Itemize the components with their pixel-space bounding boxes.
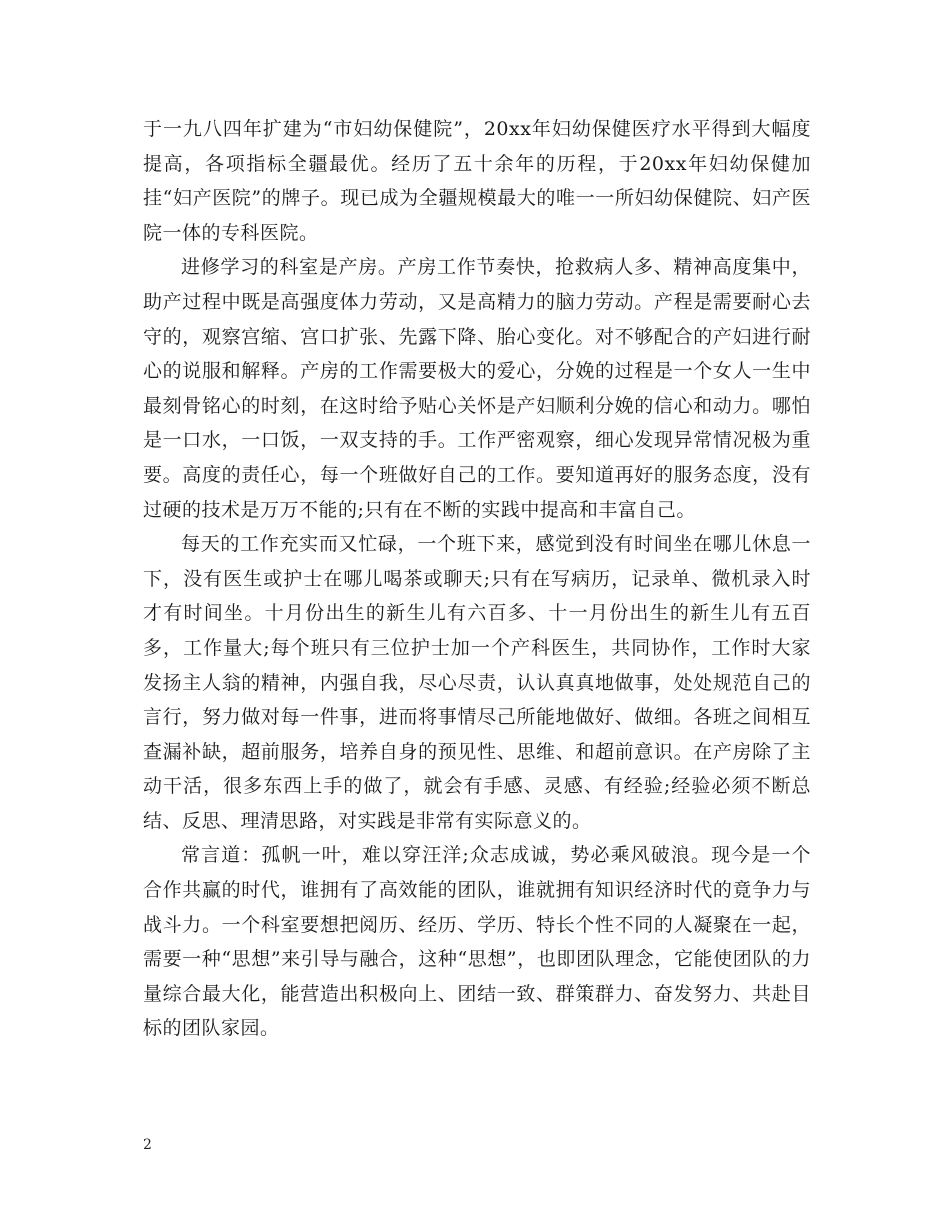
document-body — [143, 112, 811, 1046]
page-number: 2 — [143, 1137, 152, 1153]
paragraph-daily-work: 每天的工作充实而又忙碌，一个班下来，感觉到没有时间坐在哪儿休息一下，没有医生或护士在哪儿喝茶或聊天;只有在写病历，记录单、微机录入时才有时间坐。十月份出生的新生儿有六百多、十一月份出生的新生儿有五百多，工作量大;每个班只有三位护士加一个产科医生，共同协作，工作时大家发扬主人翁的精神，内强自我，尽心尽责，认认真真地做事，处处规范自己的言行，努力做对每一件事，进而将事情尽己所能地做好、做细。各班之间相互查漏补缺，超前服务，培养自身的预见性、思维、和超前意识。在产房除了主动干活，很多东西上手的做了，就会有手感、灵感、有经验;经验必须不断总结、反思、理清思路，对实践是非常有实际意义的。 — [143, 533, 811, 832]
paragraph-continuation: 于一九八四年扩建为“市妇幼保健院”，20xx年妇幼保健医疗水平得到大幅度提高，各项指标全疆最优。经历了五十余年的历程，于20xx年妇幼保健加挂“妇产医院”的牌子。现已成为全疆规模最大的唯一一所妇幼保健院、妇产医院一体的专科医院。 — [143, 118, 811, 244]
paragraph-teamwork: 常言道：孤帆一叶，难以穿汪洋;众志成诚，势必乘风破浪。现今是一个合作共赢的时代，谁拥有了高效能的团队，谁就拥有知识经济时代的竟争力与战斗力。一个科室要想把阅历、经历、学历、特长个性不同的人凝聚在一起，需要一种“思想”来引导与融合，这种“思想”，也即团队理念，它能使团队的力量综合最大化，能营造出积极向上、团结一致、群策群力、奋发努力、共赴目标的团队家园。 — [143, 844, 811, 1040]
paragraph-delivery-room: 进修学习的科室是产房。产房工作节奏快，抢救病人多、精神高度集中，助产过程中既是高强度体力劳动，又是高精力的脑力劳动。产程是需要耐心去守的，观察宫缩、宫口扩张、先露下降、胎心变化。对不够配合的产妇进行耐心的说服和解释。产房的工作需要极大的爱心，分娩的过程是一个女人一生中最刻骨铭心的时刻，在这时给予贴心关怀是产妇顺利分娩的信心和动力。哪怕是一口水，一口饭，一双支持的手。工作严密观察，细心发现异常情况极为重要。高度的责任心，每一个班做好自己的工作。要知道再好的服务态度，没有过硬的技术是万万不能的;只有在不断的实践中提高和丰富自己。 — [143, 256, 811, 521]
